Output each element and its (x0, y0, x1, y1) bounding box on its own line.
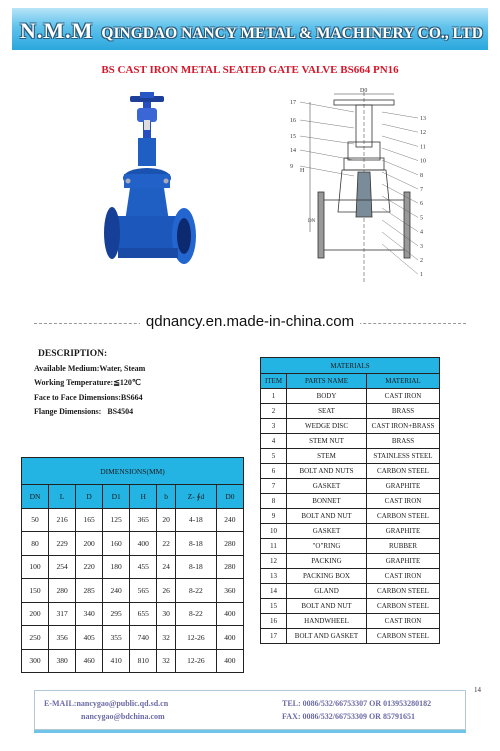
table-cell: 400 (216, 626, 243, 650)
valve-photo (100, 88, 230, 278)
table-row (261, 629, 440, 644)
table-cell: 15 (261, 599, 287, 614)
callout-leader (382, 136, 418, 146)
table-cell: 12-26 (176, 626, 217, 650)
footer-bar (34, 730, 466, 733)
table-cell: 150 (22, 579, 49, 603)
table-row (261, 614, 440, 629)
table-cell: CARBON STEEL (367, 584, 440, 599)
table-cell: 100 (22, 555, 49, 579)
part-callout-10: 10 (420, 158, 426, 165)
company-abbr: N.M.M (20, 18, 94, 43)
table-cell: 340 (76, 602, 103, 626)
table-row (22, 532, 244, 556)
part-callout-4: 4 (420, 229, 423, 236)
table-cell: GRAPHITE (367, 479, 440, 494)
part-callout-12: 12 (420, 130, 426, 137)
table-cell: CARBON STEEL (367, 464, 440, 479)
part-callout-9: 9 (290, 164, 293, 170)
table-cell: 810 (130, 649, 157, 673)
part-callout-11: 11 (420, 144, 426, 151)
table-cell: 356 (49, 626, 76, 650)
table-cell: HANDWHEEL (287, 614, 367, 629)
table-cell: "O"RING (287, 539, 367, 554)
table-cell: Z- ∮d (176, 485, 217, 509)
table-cell: 4 (261, 434, 287, 449)
table-cell: b (157, 485, 176, 509)
table-cell: 280 (216, 555, 243, 579)
table-caption-row (261, 358, 440, 374)
table-row (261, 599, 440, 614)
table-cell: GASKET (287, 524, 367, 539)
table-cell: WEDGE DISC (287, 419, 367, 434)
table-cell: 565 (130, 579, 157, 603)
table-cell: 200 (22, 602, 49, 626)
materials-table (260, 357, 440, 644)
product-title: BS CAST IRON METAL SEATED GATE VALVE BS664 PN16 (101, 64, 399, 76)
table-cell: SEAT (287, 404, 367, 419)
table-cell: 655 (130, 602, 157, 626)
callout-leader (300, 120, 354, 128)
table-row (261, 419, 440, 434)
table-row (261, 434, 440, 449)
table-cell: CAST IRON (367, 569, 440, 584)
table-cell: 380 (49, 649, 76, 673)
part-callout-1: 1 (420, 272, 423, 279)
table-cell: 12 (261, 554, 287, 569)
table-cell: STEM NUT (287, 434, 367, 449)
website-text: qdnancy.en.made-in-china.com (140, 313, 360, 330)
callout-leader (382, 208, 418, 232)
table-row (261, 569, 440, 584)
table-cell: BOLT AND GASKET (287, 629, 367, 644)
table-caption-row (22, 458, 244, 485)
table-cell: 8-22 (176, 579, 217, 603)
table-cell: BOLT AND NUT (287, 599, 367, 614)
callout-leader (382, 244, 418, 274)
table-cell: 5 (261, 449, 287, 464)
table-cell: 7 (261, 479, 287, 494)
table-cell: 30 (157, 602, 176, 626)
table-cell: 9 (261, 509, 287, 524)
company-name (20, 18, 483, 44)
table-cell: L (49, 485, 76, 509)
part-callout-16: 16 (290, 118, 296, 124)
table-cell: PACKING BOX (287, 569, 367, 584)
table-cell: 17 (261, 629, 287, 644)
table-row (261, 389, 440, 404)
table-cell: 216 (49, 508, 76, 532)
table-row (22, 579, 244, 603)
table-row (22, 555, 244, 579)
table-cell: MATERIAL (367, 374, 440, 389)
table-cell: 3 (261, 419, 287, 434)
table-cell: 16 (261, 614, 287, 629)
callout-leader (382, 112, 418, 118)
table-cell: CAST IRON+BRASS (367, 419, 440, 434)
description-line: Flange Dimensions: BS4504 (34, 407, 134, 416)
table-cell: 125 (103, 508, 130, 532)
table-row (261, 404, 440, 419)
table-cell: CARBON STEEL (367, 599, 440, 614)
table-cell: 8-18 (176, 532, 217, 556)
part-callout-2: 2 (420, 258, 423, 264)
table-cell: RUBBER (367, 539, 440, 554)
table-cell: BRASS (367, 404, 440, 419)
table-row (261, 449, 440, 464)
description-line: Face to Face Dimensions:BS664 (34, 392, 143, 402)
table-header-row (22, 485, 244, 509)
page-number: 14 (474, 686, 481, 694)
table-cell: 400 (216, 602, 243, 626)
table-cell: 355 (103, 626, 130, 650)
table-cell: 295 (103, 602, 130, 626)
contact-box (34, 690, 466, 730)
telephone: TEL: 0086/532/66753307 OR 013953280182 (282, 699, 432, 708)
table-cell: GRAPHITE (367, 554, 440, 569)
part-callout-6: 6 (420, 201, 423, 208)
table-cell: STAINLESS STEEL (367, 449, 440, 464)
table-cell: 32 (157, 626, 176, 650)
table-cell: DIMENSIONS(MM) (22, 458, 244, 485)
table-header-row (261, 374, 440, 389)
table-cell: BODY (287, 389, 367, 404)
table-row (261, 494, 440, 509)
table-cell: 10 (261, 524, 287, 539)
table-row (22, 602, 244, 626)
part-callout-8: 8 (420, 172, 423, 179)
table-row (261, 509, 440, 524)
part-callout-7: 7 (420, 187, 423, 193)
table-cell: 250 (22, 626, 49, 650)
table-cell: 220 (76, 555, 103, 579)
table-row (22, 508, 244, 532)
table-cell: BONNET (287, 494, 367, 509)
table-cell: 11 (261, 539, 287, 554)
table-cell: 400 (130, 532, 157, 556)
table-cell: 26 (157, 579, 176, 603)
table-cell: 32 (157, 649, 176, 673)
dim-label-d0: D0 (360, 88, 368, 94)
table-cell: 317 (49, 602, 76, 626)
part-callout-15: 15 (290, 134, 296, 140)
table-cell: 240 (216, 508, 243, 532)
table-cell: 80 (22, 532, 49, 556)
callout-leader (382, 220, 418, 246)
part-callout-3: 3 (420, 243, 423, 250)
fax: FAX: 0086/532/66753309 OR 85791651 (282, 712, 415, 721)
dim-label-h: H (300, 168, 305, 174)
table-row (261, 554, 440, 569)
table-cell: PARTS NAME (287, 374, 367, 389)
email-secondary: nancygao@bdchina.com (81, 712, 165, 721)
table-cell: 50 (22, 508, 49, 532)
table-cell: 14 (261, 584, 287, 599)
table-row (261, 524, 440, 539)
callout-leader (382, 196, 418, 217)
table-cell: 24 (157, 555, 176, 579)
callout-leader (300, 150, 354, 160)
table-cell: GRAPHITE (367, 524, 440, 539)
callout-leader (382, 148, 418, 161)
table-cell: 455 (130, 555, 157, 579)
description-line: Available Medium:Water, Steam (34, 363, 146, 373)
table-cell: 460 (76, 649, 103, 673)
table-cell: H (130, 485, 157, 509)
part-callout-5: 5 (420, 215, 423, 222)
table-cell: ITEM (261, 374, 287, 389)
table-cell: CAST IRON (367, 614, 440, 629)
table-cell: BOLT AND NUT (287, 509, 367, 524)
table-cell: STEM (287, 449, 367, 464)
website-url (0, 313, 500, 330)
table-cell: D (76, 485, 103, 509)
table-cell: 13 (261, 569, 287, 584)
table-cell: 4-18 (176, 508, 217, 532)
table-cell: 22 (157, 532, 176, 556)
table-cell: 160 (103, 532, 130, 556)
table-cell: D1 (103, 485, 130, 509)
callout-leader (300, 166, 354, 176)
table-cell: CAST IRON (367, 389, 440, 404)
table-row (261, 584, 440, 599)
table-cell: 165 (76, 508, 103, 532)
table-cell: 229 (49, 532, 76, 556)
description-block (34, 347, 145, 420)
table-cell: BRASS (367, 434, 440, 449)
table-cell: 400 (216, 649, 243, 673)
description-heading: DESCRIPTION: (38, 349, 108, 359)
callout-leader (382, 160, 418, 175)
table-row (22, 649, 244, 673)
table-cell: 405 (76, 626, 103, 650)
table-cell: 12-26 (176, 649, 217, 673)
table-cell: MATERIALS (261, 358, 440, 374)
valve-cross-section-drawing (274, 82, 440, 282)
email-primary: E-MAIL:nancygao@public.qd.sd.cn (44, 699, 169, 708)
table-cell: 20 (157, 508, 176, 532)
table-row (261, 539, 440, 554)
table-cell: PACKING (287, 554, 367, 569)
table-cell: 6 (261, 464, 287, 479)
table-cell: 2 (261, 404, 287, 419)
table-row (22, 626, 244, 650)
table-cell: 200 (76, 532, 103, 556)
table-cell: 8-18 (176, 555, 217, 579)
company-full-name: QINGDAO NANCY METAL & MACHINERY CO., LTD (101, 25, 483, 42)
callout-leader (300, 136, 354, 144)
table-cell: CARBON STEEL (367, 629, 440, 644)
header-banner (12, 8, 488, 50)
table-cell: 8 (261, 494, 287, 509)
part-callout-17: 17 (290, 100, 296, 106)
table-cell: GLAND (287, 584, 367, 599)
table-cell: DN (22, 485, 49, 509)
table-cell: 254 (49, 555, 76, 579)
table-cell: 410 (103, 649, 130, 673)
table-cell: 360 (216, 579, 243, 603)
table-cell: 365 (130, 508, 157, 532)
table-cell: 280 (49, 579, 76, 603)
table-cell: 180 (103, 555, 130, 579)
table-cell: 240 (103, 579, 130, 603)
part-callout-13: 13 (420, 116, 426, 122)
table-cell: GASKET (287, 479, 367, 494)
table-cell: D0 (216, 485, 243, 509)
table-cell: 740 (130, 626, 157, 650)
callout-leader (382, 232, 418, 260)
callout-leader (382, 124, 418, 132)
table-cell: 300 (22, 649, 49, 673)
dimensions-table (21, 457, 244, 673)
table-cell: CAST IRON (367, 494, 440, 509)
table-cell: 285 (76, 579, 103, 603)
table-row (261, 479, 440, 494)
table-cell: 8-22 (176, 602, 217, 626)
dim-label-dn: DN (308, 219, 316, 224)
table-cell: 1 (261, 389, 287, 404)
table-cell: CARBON STEEL (367, 509, 440, 524)
part-callout-14: 14 (290, 148, 296, 154)
description-line: Working Temperature:≦120℃ (34, 378, 141, 387)
table-row (261, 464, 440, 479)
table-cell: 280 (216, 532, 243, 556)
table-cell: BOLT AND NUTS (287, 464, 367, 479)
